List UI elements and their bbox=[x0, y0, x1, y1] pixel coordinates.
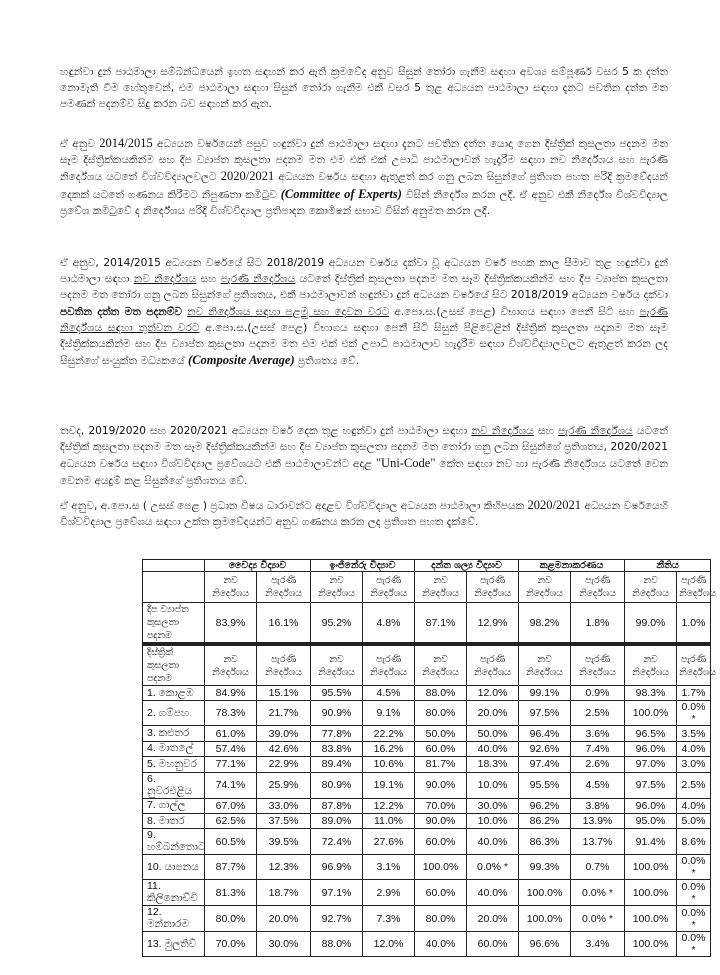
old-syllabus-value: 20.0% bbox=[467, 906, 519, 932]
old-syllabus-value: 0.0% * bbox=[571, 906, 625, 932]
island-value: 98.2% bbox=[519, 603, 571, 643]
new-syllabus-value: 86.2% bbox=[519, 813, 571, 828]
old-syllabus-value: 12.0% bbox=[363, 932, 415, 957]
new-syllabus-value: 90.0% bbox=[415, 772, 467, 798]
old-syllabus-value: 39.5% bbox=[257, 829, 311, 855]
new-syllabus-value: 100.0% bbox=[625, 906, 677, 932]
district-row bbox=[143, 813, 711, 828]
district-name: 5. මහනුවර bbox=[143, 757, 205, 772]
old-syllabus-value: 9.1% bbox=[363, 701, 415, 726]
new-syllabus-header: නව නිර්දේශය bbox=[415, 646, 467, 686]
district-row bbox=[143, 686, 711, 701]
district-name: 12. මන්නාරම bbox=[143, 906, 205, 932]
new-syllabus-value: 95.0% bbox=[625, 813, 677, 828]
new-syllabus-value: 89.4% bbox=[311, 757, 363, 772]
old-syllabus-value: 19.1% bbox=[363, 772, 415, 798]
island-wide-label: දීප ව්‍යාප්ත කුසලතා පදනම bbox=[143, 603, 205, 643]
new-syllabus-value: 67.0% bbox=[205, 798, 257, 813]
district-merit-label: දිස්ත්‍රික් කුසලතා පදනම bbox=[143, 646, 205, 686]
old-syllabus-header: පැරණි නිර්දේශය bbox=[677, 572, 711, 603]
old-syllabus-value: 27.6% bbox=[363, 829, 415, 855]
percentage-table bbox=[142, 559, 716, 957]
header-blank bbox=[143, 572, 205, 603]
old-syllabus-header: පැරණි නිර්දේශය bbox=[363, 646, 415, 686]
old-syllabus-value: 12.2% bbox=[363, 798, 415, 813]
old-syllabus-value: 25.9% bbox=[257, 772, 311, 798]
subject-header: නීතිය bbox=[625, 560, 711, 572]
old-syllabus-value: 22.2% bbox=[363, 726, 415, 741]
old-syllabus-value: 3.5% bbox=[677, 726, 711, 741]
old-syllabus-value: 0.0% * bbox=[677, 855, 711, 880]
new-syllabus-value: 72.4% bbox=[311, 829, 363, 855]
old-syllabus-value: 5.0% bbox=[677, 813, 711, 828]
subject-header-row bbox=[143, 560, 711, 572]
new-syllabus-value: 88.0% bbox=[415, 686, 467, 701]
district-row bbox=[143, 855, 711, 880]
old-syllabus-value: 0.0% * bbox=[677, 880, 711, 906]
paragraph-3: ඒ අනුව, 2014/2015 අධ්‍යයන වර්ෂයේ සිට 2018/2019 අධ්‍යයන වර්ෂය දක්වා වූ අධ්‍යයන වර්ෂ පහක කාල සීමාව තුළ හඳුන්වා දුන් පාඨමාලා සඳහා නව නිර්දේශය සහ පැරණි නිර්දේශය යටතේ දිස්ත්‍රික් කුසලතා පදනම මත සෑම දිස්ත්‍රික්කයකින්ම සහ දීප ව්‍යාප්ත කුසලතා පදනම මත තෝරා ගනු ලබන සිසුන්ගේ ප්‍රතිශතය, එකී පාඨමාලාවන් හඳුන්වා දුන් අධ්‍යයන වර්ෂයේ සිට 2018/2019 අධ්‍යයන වර්ෂය දක්වා පවතින දත්ත මත පදනම්ව නව නිර්දේශය සඳහා පළමු සහ දෙවන වරට අ.පො.ස.(උසස් පෙළ) විභාගය සඳහා පෙනී සිටි සහ පැරණි නිර්දේශය සඳහා තුන්වන වරට අ.පො.ස.(උසස් පෙළ) විභාගය සඳහා පෙනී සිටි සිසුන් පිළිවෙළින් දිස්ත්‍රික් කුසලතා පදනම මත සෑම දිස්ත්‍රික්කයකින්ම සහ දීප ව්‍යාප්ත කුසලතා පදනම මත එම එක් එක් උපාධි පාඨමාලාව හැදෑරීම සඳහා විශ්වවිද්‍යාලවලට ඇතුළත් කරන ලද සිසුන්ගේ සංයුක්ත මධ්‍යකයේ (Composite Average) ප්‍රතිශතය වේ. bbox=[60, 257, 668, 368]
old-syllabus-value: 39.0% bbox=[257, 726, 311, 741]
district-row bbox=[143, 932, 711, 957]
new-syllabus-value: 96.2% bbox=[519, 798, 571, 813]
new-syllabus-value: 60.0% bbox=[415, 829, 467, 855]
new-syllabus-value: 100.0% bbox=[625, 701, 677, 726]
subject-header: කළමනාකරණය bbox=[519, 560, 625, 572]
old-syllabus-value: 0.0% * bbox=[571, 880, 625, 906]
old-syllabus-value: 3.0% bbox=[677, 757, 711, 772]
old-syllabus-value: 20.0% bbox=[467, 701, 519, 726]
island-value: 1.8% bbox=[571, 603, 625, 643]
district-name: 13. මුලතිව් bbox=[143, 932, 205, 957]
district-row bbox=[143, 906, 711, 932]
old-syllabus-value: 30.0% bbox=[257, 932, 311, 957]
island-value: 4.8% bbox=[363, 603, 415, 643]
old-syllabus-value: 1.7% bbox=[677, 686, 711, 701]
new-syllabus-value: 77.8% bbox=[311, 726, 363, 741]
new-syllabus-value: 100.0% bbox=[625, 880, 677, 906]
new-syllabus-header: නව නිර්දේශය bbox=[205, 572, 257, 603]
new-syllabus-header: නව නිර්දේශය bbox=[625, 646, 677, 686]
old-syllabus-value: 12.0% bbox=[467, 686, 519, 701]
district-row bbox=[143, 798, 711, 813]
new-syllabus-value: 92.6% bbox=[519, 741, 571, 756]
old-syllabus-value: 0.0% * bbox=[677, 906, 711, 932]
new-syllabus-value: 57.4% bbox=[205, 741, 257, 756]
district-header-row bbox=[143, 646, 711, 686]
new-syllabus-value: 97.4% bbox=[519, 757, 571, 772]
old-syllabus-header: පැරණි නිර්දේශය bbox=[571, 646, 625, 686]
old-syllabus-value: 0.0% * bbox=[467, 855, 519, 880]
island-value: 16.1% bbox=[257, 603, 311, 643]
new-syllabus-value: 61.0% bbox=[205, 726, 257, 741]
new-syllabus-value: 96.0% bbox=[625, 798, 677, 813]
new-syllabus-value: 100.0% bbox=[625, 855, 677, 880]
old-syllabus-value: 8.6% bbox=[677, 829, 711, 855]
new-syllabus-value: 88.0% bbox=[311, 932, 363, 957]
district-row bbox=[143, 757, 711, 772]
old-syllabus-value: 3.1% bbox=[363, 855, 415, 880]
island-value: 12.9% bbox=[467, 603, 519, 643]
district-name: 3. කළුතර bbox=[143, 726, 205, 741]
old-syllabus-value: 13.9% bbox=[571, 813, 625, 828]
island-value: 1.0% bbox=[677, 603, 711, 643]
old-syllabus-value: 0.0% * bbox=[677, 701, 711, 726]
new-syllabus-value: 90.9% bbox=[311, 701, 363, 726]
new-syllabus-value: 92.7% bbox=[311, 906, 363, 932]
district-name: 1. කොළඹ bbox=[143, 686, 205, 701]
paragraph-4: තවද, 2019/2020 සහ 2020/2021 අධ්‍යයන වර්ෂ දෙක තුළ හඳුන්වා දුන් පාඨමාලා සඳහා නව නිර්දේශය සහ පැරණි නිර්දේශය යටතේ දිස්ත්‍රික් කුසලතා පදනම මත සෑම දිස්ත්‍රික්කයකින්ම සහ දීප ව්‍යාප්ත කුසලතා පදනම මත තෝරා ගනු ලබන සිසුන්ගේ ප්‍රතිශතය, 2020/2021 අධ්‍යයන වර්ෂය සඳහා විශ්වවිද්‍යාල ප්‍රවේශයට එකී පාඨමාලාවන්ට අදාළ "Uni-Code" කේත සඳහා නව හා පැරණි නිර්දේශය යටතේ වෙන වෙනම අයදුම් කළ සිසුන්ගේ ප්‍රතිශතය වේ. bbox=[60, 425, 668, 487]
new-syllabus-value: 80.0% bbox=[205, 906, 257, 932]
district-row bbox=[143, 772, 711, 798]
district-row bbox=[143, 726, 711, 741]
new-syllabus-value: 78.3% bbox=[205, 701, 257, 726]
district-name: 10. යාපනය bbox=[143, 855, 205, 880]
new-syllabus-value: 80.9% bbox=[311, 772, 363, 798]
new-syllabus-header: නව නිර්දේශය bbox=[311, 572, 363, 603]
old-syllabus-value: 0.9% bbox=[571, 686, 625, 701]
new-syllabus-value: 40.0% bbox=[415, 932, 467, 957]
old-syllabus-value: 20.0% bbox=[257, 906, 311, 932]
subject-header: ඉංජිනේරු විද්‍යාව bbox=[311, 560, 415, 572]
new-syllabus-value: 97.5% bbox=[625, 772, 677, 798]
new-syllabus-value: 62.5% bbox=[205, 813, 257, 828]
old-syllabus-value: 40.0% bbox=[467, 829, 519, 855]
new-syllabus-value: 97.0% bbox=[625, 757, 677, 772]
old-syllabus-value: 40.0% bbox=[467, 880, 519, 906]
new-syllabus-value: 100.0% bbox=[625, 932, 677, 957]
new-syllabus-value: 100.0% bbox=[519, 880, 571, 906]
district-name: 11. කිලිනොච්චි bbox=[143, 880, 205, 906]
old-syllabus-value: 3.4% bbox=[571, 932, 625, 957]
new-syllabus-value: 100.0% bbox=[415, 855, 467, 880]
new-syllabus-value: 91.4% bbox=[625, 829, 677, 855]
district-name: 6. නුවරඑළිය bbox=[143, 772, 205, 798]
new-syllabus-header: නව නිර්දේශය bbox=[415, 572, 467, 603]
district-row bbox=[143, 829, 711, 855]
island-wide-row bbox=[143, 603, 711, 643]
new-syllabus-value: 60.0% bbox=[415, 880, 467, 906]
new-syllabus-value: 84.9% bbox=[205, 686, 257, 701]
old-syllabus-value: 16.2% bbox=[363, 741, 415, 756]
subject-header: දන්ත ශල්‍ය විද්‍යාව bbox=[415, 560, 519, 572]
old-syllabus-value: 18.7% bbox=[257, 880, 311, 906]
old-syllabus-value: 2.6% bbox=[571, 757, 625, 772]
old-syllabus-value: 2.5% bbox=[677, 772, 711, 798]
old-syllabus-value: 4.0% bbox=[677, 798, 711, 813]
old-syllabus-value: 3.8% bbox=[571, 798, 625, 813]
new-syllabus-value: 98.3% bbox=[625, 686, 677, 701]
new-syllabus-value: 60.0% bbox=[415, 741, 467, 756]
new-syllabus-value: 87.8% bbox=[311, 798, 363, 813]
district-name: 8. මාතර bbox=[143, 813, 205, 828]
new-syllabus-value: 97.1% bbox=[311, 880, 363, 906]
old-syllabus-value: 21.7% bbox=[257, 701, 311, 726]
district-row bbox=[143, 701, 711, 726]
new-syllabus-value: 96.5% bbox=[625, 726, 677, 741]
new-syllabus-value: 96.9% bbox=[311, 855, 363, 880]
new-syllabus-value: 70.0% bbox=[415, 798, 467, 813]
old-syllabus-value: 0.0% * bbox=[677, 932, 711, 957]
island-value: 95.2% bbox=[311, 603, 363, 643]
old-syllabus-value: 10.0% bbox=[467, 772, 519, 798]
paragraph-5: ඒ අනුව, අ.පො.ස ( උසස් පෙළ ) ප්‍රධාන විෂය ධාරාවන්ට අදාළව විශ්වවිද්‍යාල අධ්‍යයන පාඨමාලා කිහිපයක 2020/2021 අධ්‍යයන වර්ෂයෙහි විශ්වවිද්‍යාල ප්‍රවේශය සඳහා උක්ත ක්‍රමවේදයන්ට අනුව ගණනය කරන ලද ප්‍රතිශත පහත දැක්වේ. bbox=[60, 498, 668, 529]
header-corner bbox=[143, 560, 205, 572]
syllabus-header-row bbox=[143, 572, 711, 603]
old-syllabus-value: 2.5% bbox=[571, 701, 625, 726]
island-value: 87.1% bbox=[415, 603, 467, 643]
district-rows bbox=[143, 686, 711, 957]
new-syllabus-value: 99.3% bbox=[519, 855, 571, 880]
old-syllabus-value: 13.7% bbox=[571, 829, 625, 855]
old-syllabus-value: 33.0% bbox=[257, 798, 311, 813]
new-syllabus-value: 95.5% bbox=[519, 772, 571, 798]
new-syllabus-value: 86.3% bbox=[519, 829, 571, 855]
old-syllabus-value: 50.0% bbox=[467, 726, 519, 741]
district-name: 9. හම්බන්තොට bbox=[143, 829, 205, 855]
new-syllabus-value: 80.0% bbox=[415, 701, 467, 726]
new-syllabus-header: නව නිර්දේශය bbox=[625, 572, 677, 603]
district-name: 7. ගාල්ල bbox=[143, 798, 205, 813]
new-syllabus-value: 83.8% bbox=[311, 741, 363, 756]
new-syllabus-value: 90.0% bbox=[415, 813, 467, 828]
new-syllabus-value: 96.4% bbox=[519, 726, 571, 741]
old-syllabus-value: 11.0% bbox=[363, 813, 415, 828]
new-syllabus-header: නව නිර්දේශය bbox=[205, 646, 257, 686]
paragraph-2: ඒ අනුව 2014/2015 අධ්‍යයන වර්ෂයෙන් පසුව හඳුන්වා දුන් පාඨමාලා සඳහා දැනට පවතින දත්ත යොදා ගෙන දිස්ත්‍රික් කුසලතා පදනම මත සෑම දිස්ත්‍රික්කයකින්ම සහ දීප ව්‍යාප්ත කුසලතා පදනම මත එම එක් එක් උපාධි පාඨමාලාවන් හැදෑරීම සඳහා නව නිර්දේශය සහ පැරණි නිර්දේශය යටතේ විශ්වවිද්‍යාලවලට 2020/2021 අධ්‍යයන වර්ෂය සඳහා ඇතුළත් කර ගනු ලබන සිසුන්ගේ ප්‍රතිශත පහත පරිදි ක්‍රමවේදයන් දෙකක් යටතේ ගණනය කිරීමට නිපුණතා කමිටුව (Committee of Experts) විසින් නිර්දේශ කරන ලදී. ඒ අනුව එකී නිර්දේශ විශ්වවිද්‍යාල ප්‍රවේශ කමිටුවේ ද නිර්දේශය පරිදි විශ්වවිද්‍යාල ප්‍රතිපාදන කොමිෂන් සභාව විසින් අනුමත කරන ලදී. bbox=[60, 136, 668, 217]
old-syllabus-value: 60.0% bbox=[467, 932, 519, 957]
new-syllabus-value: 95.5% bbox=[311, 686, 363, 701]
district-row bbox=[143, 741, 711, 756]
old-syllabus-value: 0.7% bbox=[571, 855, 625, 880]
island-value: 83.9% bbox=[205, 603, 257, 643]
new-syllabus-value: 80.0% bbox=[415, 906, 467, 932]
old-syllabus-value: 42.6% bbox=[257, 741, 311, 756]
old-syllabus-value: 40.0% bbox=[467, 741, 519, 756]
district-row bbox=[143, 880, 711, 906]
old-syllabus-value: 7.3% bbox=[363, 906, 415, 932]
new-syllabus-value: 99.1% bbox=[519, 686, 571, 701]
new-syllabus-value: 74.1% bbox=[205, 772, 257, 798]
old-syllabus-value: 10.0% bbox=[467, 813, 519, 828]
paragraph-1: හඳුන්වා දුන් පාඨමාලා සම්බන්ධයෙන් ඉහත සඳහන් කර ඇති ක්‍රමවේද අනුව සිසුන් තෝරා ගැනීම සඳහා අවශ්‍ය සම්පූර්ණ වසර 5 ක දත්ත නොමැති වීම හේතුවෙන්, එම පාඨමාලා සඳහා සිසුන් තෝරා ගැනීම එකී වසර 5 තුළ අධ්‍යයන පාඨමාලා සඳහා දැනට පවතින දත්ත මත පමණක් පදනම්ව සිදු කරන බව සඳහන් කර ඇත. bbox=[60, 66, 668, 111]
old-syllabus-value: 4.0% bbox=[677, 741, 711, 756]
old-syllabus-value: 30.0% bbox=[467, 798, 519, 813]
new-syllabus-value: 77.1% bbox=[205, 757, 257, 772]
new-syllabus-value: 81.3% bbox=[205, 880, 257, 906]
district-name: 4. මාතලේ bbox=[143, 741, 205, 756]
old-syllabus-value: 22.9% bbox=[257, 757, 311, 772]
old-syllabus-value: 12.3% bbox=[257, 855, 311, 880]
new-syllabus-header: නව නිර්දේශය bbox=[519, 646, 571, 686]
old-syllabus-value: 4.5% bbox=[571, 772, 625, 798]
subject-header: වෛද්‍ය විද්‍යාව bbox=[205, 560, 311, 572]
old-syllabus-header: පැරණි නිර්දේශය bbox=[257, 572, 311, 603]
island-value: 99.0% bbox=[625, 603, 677, 643]
old-syllabus-value: 3.6% bbox=[571, 726, 625, 741]
district-name: 2. ගම්පහ bbox=[143, 701, 205, 726]
new-syllabus-header: නව නිර්දේශය bbox=[519, 572, 571, 603]
old-syllabus-header: පැරණි නිර්දේශය bbox=[467, 572, 519, 603]
old-syllabus-header: පැරණි නිර්දේශය bbox=[467, 646, 519, 686]
old-syllabus-value: 15.1% bbox=[257, 686, 311, 701]
old-syllabus-header: පැරණි නිර්දේශය bbox=[677, 646, 711, 686]
new-syllabus-header: නව නිර්දේශය bbox=[311, 646, 363, 686]
old-syllabus-value: 18.3% bbox=[467, 757, 519, 772]
new-syllabus-value: 87.7% bbox=[205, 855, 257, 880]
new-syllabus-value: 100.0% bbox=[519, 906, 571, 932]
old-syllabus-header: පැරණි නිර්දේශය bbox=[363, 572, 415, 603]
old-syllabus-header: පැරණි නිර්දේශය bbox=[571, 572, 625, 603]
new-syllabus-value: 70.0% bbox=[205, 932, 257, 957]
old-syllabus-value: 4.5% bbox=[363, 686, 415, 701]
new-syllabus-value: 96.0% bbox=[625, 741, 677, 756]
old-syllabus-value: 37.5% bbox=[257, 813, 311, 828]
new-syllabus-value: 81.7% bbox=[415, 757, 467, 772]
new-syllabus-value: 50.0% bbox=[415, 726, 467, 741]
old-syllabus-value: 10.6% bbox=[363, 757, 415, 772]
old-syllabus-value: 2.9% bbox=[363, 880, 415, 906]
old-syllabus-header: පැරණි නිර්දේශය bbox=[257, 646, 311, 686]
old-syllabus-value: 7.4% bbox=[571, 741, 625, 756]
new-syllabus-value: 89.0% bbox=[311, 813, 363, 828]
new-syllabus-value: 60.5% bbox=[205, 829, 257, 855]
new-syllabus-value: 97.5% bbox=[519, 701, 571, 726]
new-syllabus-value: 96.6% bbox=[519, 932, 571, 957]
